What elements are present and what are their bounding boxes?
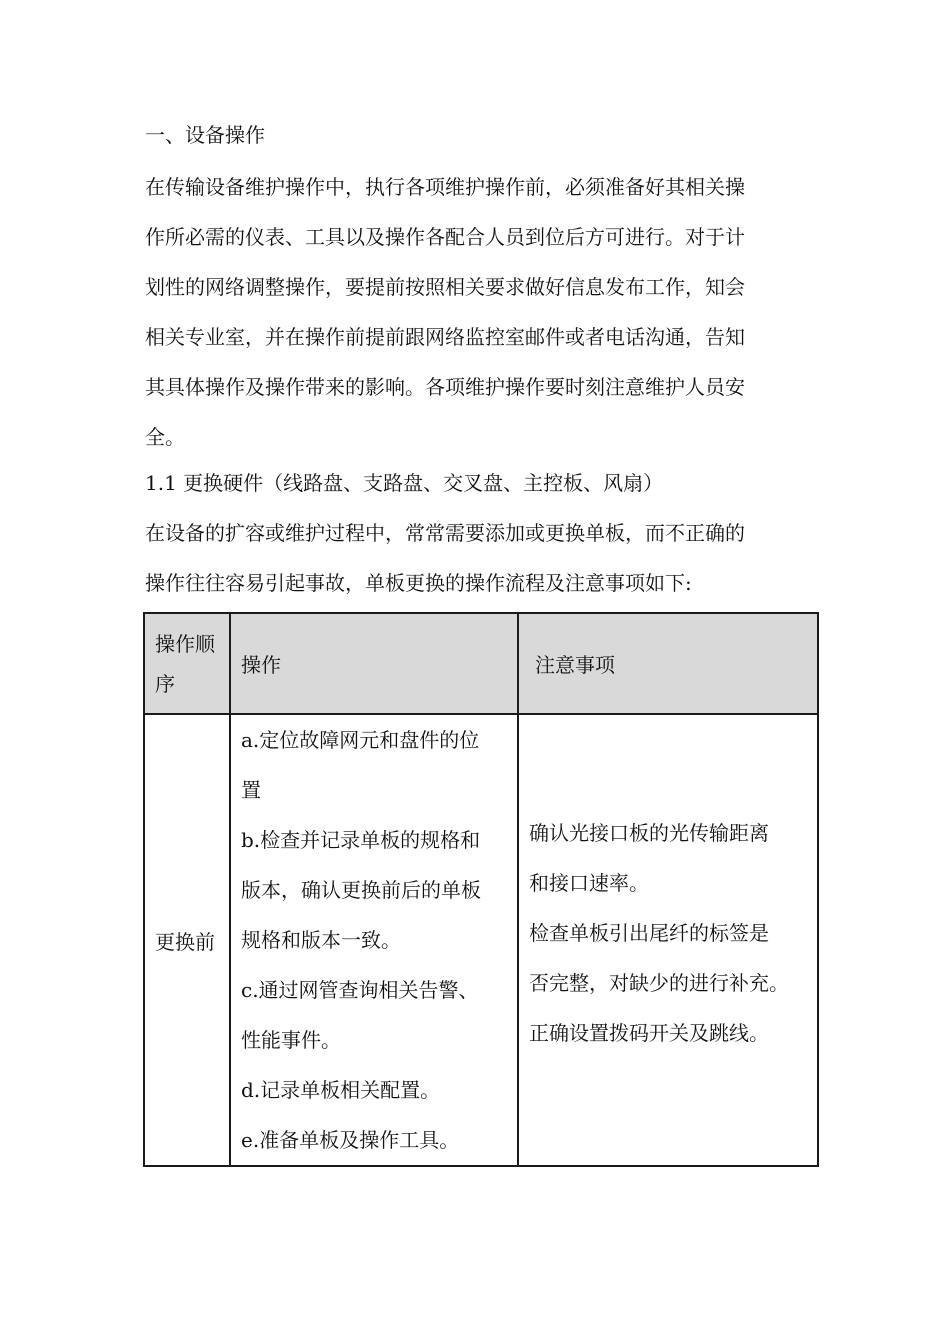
intro-line: 作所必需的仪表、工具以及操作各配合人员到位后方可进行。对于计 [145,225,745,249]
operation-line: 置 [241,778,261,802]
operations-table [143,612,819,1167]
operation-line: 版本，确认更换前后的单板 [241,878,481,902]
notes-line: 检查单板引出尾纤的标签是 [529,921,769,945]
notes-line: 和接口速率。 [529,871,649,895]
table-row [144,714,818,1166]
operation-line: d.记录单板相关配置。 [241,1078,441,1102]
header-notes: 注意事项 [535,653,615,677]
subsection-paragraph [145,508,813,608]
header-notes-cell [518,613,818,714]
header-order-line: 操作顺 [155,631,215,656]
operation-line: e.准备单板及操作工具。 [241,1128,460,1152]
section-title: 一、设备操作 [145,123,265,147]
operation-line: a.定位故障网元和盘件的位 [241,728,480,752]
intro-line: 相关专业室，并在操作前提前跟网络监控室邮件或者电话沟通，告知 [145,325,745,349]
operation-line: 规格和版本一致。 [241,928,401,952]
notes-line: 否完整，对缺少的进行补充。 [529,971,789,995]
header-operation-cell [230,613,518,714]
operation-line: 性能事件。 [241,1028,341,1052]
operation-cell [230,714,518,1166]
operation-line: b.检查并记录单板的规格和 [241,828,481,852]
subsection-title: 1.1 更换硬件（线路盘、支路盘、交叉盘、主控板、风扇） [145,471,664,495]
subsection-line: 操作往往容易引起事故，单板更换的操作流程及注意事项如下: [145,571,692,595]
stage-cell [144,714,230,1166]
intro-line: 全。 [145,425,185,449]
intro-line: 其具体操作及操作带来的影响。各项维护操作要时刻注意维护人员安 [145,375,745,399]
intro-line: 划性的网络调整操作，要提前按照相关要求做好信息发布工作，知会 [145,275,745,299]
intro-line: 在传输设备维护操作中，执行各项维护操作前，必须准备好其相关操 [145,175,745,199]
notes-line: 确认光接口板的光传输距离 [529,821,769,845]
notes-cell [518,714,818,1166]
table-header-row [144,613,818,714]
header-operation: 操作 [241,653,281,677]
header-order-line: 序 [155,671,175,696]
stage-label: 更换前 [155,929,215,954]
intro-paragraph [145,162,813,462]
notes-line: 正确设置拨码开关及跳线。 [529,1021,769,1045]
header-order-cell [144,613,230,714]
subsection-line: 在设备的扩容或维护过程中，常常需要添加或更换单板，而不正确的 [145,521,745,545]
operation-line: c.通过网管查询相关告警、 [241,978,479,1002]
